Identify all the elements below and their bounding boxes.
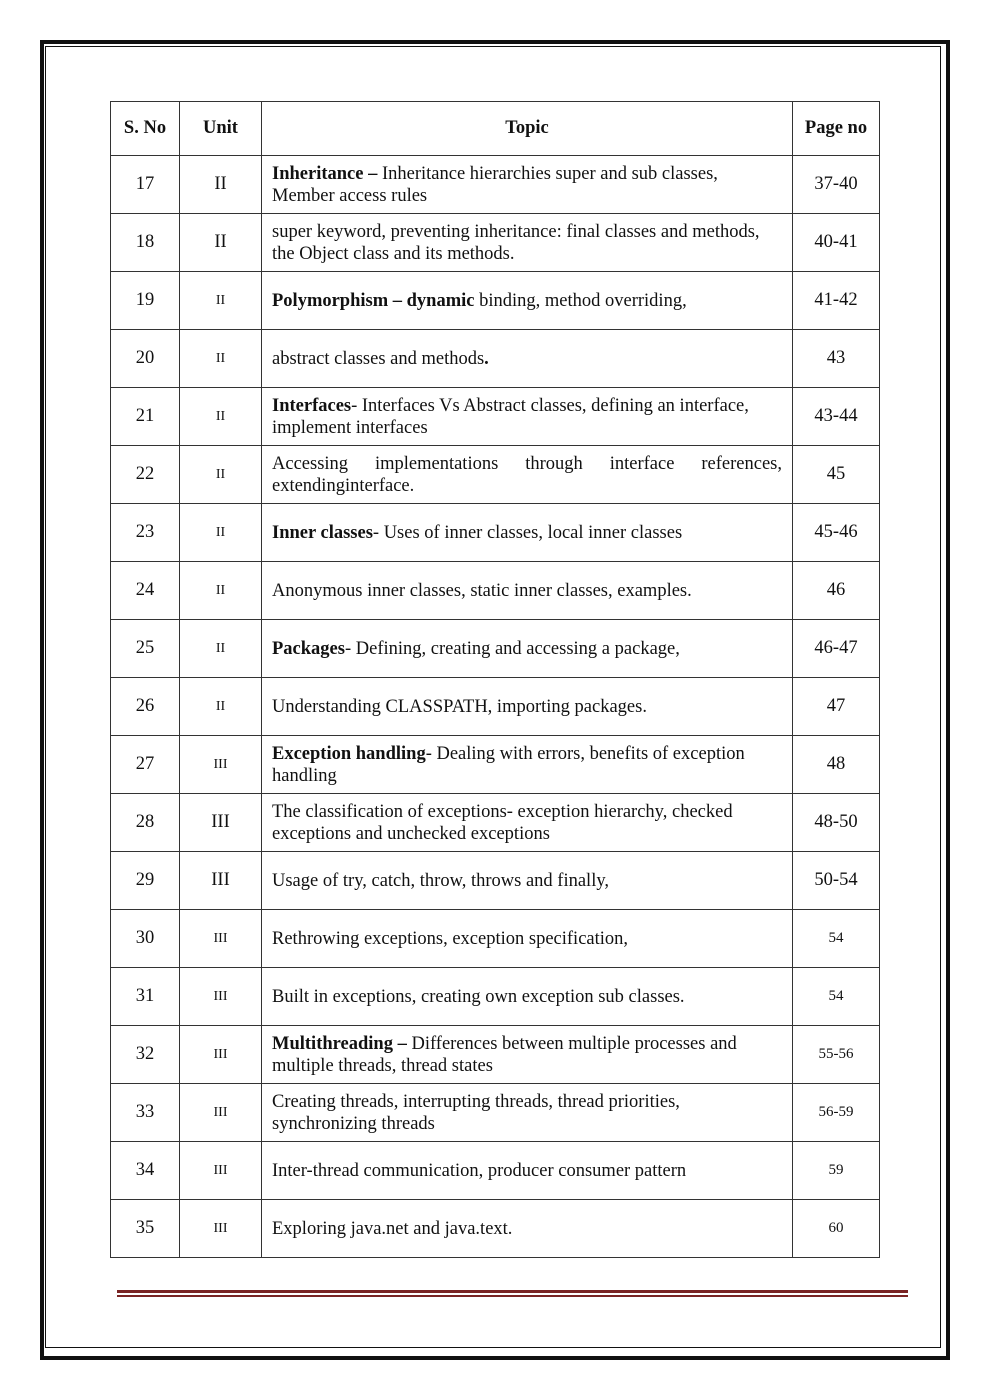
row-unit: II	[180, 678, 262, 736]
row-sno: 32	[111, 1026, 180, 1084]
row-unit: III	[180, 1200, 262, 1258]
row-sno: 27	[111, 736, 180, 794]
row-unit: II	[180, 214, 262, 272]
topic-text: Differences between multiple processes and multiple threads, thread states	[272, 1033, 737, 1076]
row-unit: III	[180, 1084, 262, 1142]
row-sno: 26	[111, 678, 180, 736]
table-row	[111, 678, 880, 736]
topic-keyword: Interfaces	[272, 395, 352, 416]
row-page: 50-54	[793, 852, 880, 910]
topic-keyword: Multithreading –	[272, 1033, 407, 1054]
row-unit: III	[180, 736, 262, 794]
table-row	[111, 156, 880, 214]
row-topic	[262, 562, 793, 620]
row-topic	[262, 504, 793, 562]
row-sno: 18	[111, 214, 180, 272]
row-topic	[262, 968, 793, 1026]
row-page: 47	[793, 678, 880, 736]
row-topic	[262, 852, 793, 910]
topic-tail: .	[484, 348, 489, 369]
row-topic	[262, 1200, 793, 1258]
table-row	[111, 1200, 880, 1258]
row-unit: II	[180, 272, 262, 330]
table-row	[111, 1084, 880, 1142]
table-row	[111, 1026, 880, 1084]
row-unit: III	[180, 852, 262, 910]
topic-text: binding, method overriding,	[474, 290, 687, 311]
row-topic	[262, 794, 793, 852]
row-page: 48	[793, 736, 880, 794]
row-page: 45	[793, 446, 880, 504]
row-topic	[262, 620, 793, 678]
row-sno: 19	[111, 272, 180, 330]
row-page: 37-40	[793, 156, 880, 214]
row-page: 48-50	[793, 794, 880, 852]
topic-keyword: Polymorphism – dynamic	[272, 290, 475, 311]
topic-text: Exploring java.net and java.text.	[272, 1218, 513, 1239]
topic-text: The classification of exceptions- exception hierarchy, checked exceptions and unchecked exceptions	[272, 801, 733, 844]
row-topic	[262, 446, 793, 504]
topic-keyword: Inner classes	[272, 522, 373, 543]
footer-rule-thin	[117, 1295, 908, 1297]
table-row	[111, 736, 880, 794]
row-sno: 25	[111, 620, 180, 678]
table-row	[111, 852, 880, 910]
row-sno: 28	[111, 794, 180, 852]
row-topic	[262, 388, 793, 446]
row-page: 45-46	[793, 504, 880, 562]
topic-text: - Defining, creating and accessing a package,	[344, 638, 680, 659]
contents-table	[110, 101, 880, 1258]
topic-text: Creating threads, interrupting threads, thread priorities, synchronizing threads	[272, 1091, 680, 1134]
table-row	[111, 968, 880, 1026]
header-sno: S. No	[111, 102, 180, 156]
row-unit: II	[180, 446, 262, 504]
row-page: 55-56	[793, 1026, 880, 1084]
table-row	[111, 214, 880, 272]
row-unit: II	[180, 388, 262, 446]
topic-keyword: Packages	[272, 638, 345, 659]
row-page: 54	[793, 968, 880, 1026]
row-unit: III	[180, 794, 262, 852]
row-unit: III	[180, 1142, 262, 1200]
topic-text: Understanding CLASSPATH, importing packages.	[272, 696, 647, 717]
row-topic	[262, 1084, 793, 1142]
row-topic	[262, 272, 793, 330]
topic-text: Accessing implementations through interface references, extendinginterface.	[272, 453, 782, 496]
row-topic	[262, 1142, 793, 1200]
header-topic: Topic	[262, 102, 793, 156]
row-topic	[262, 678, 793, 736]
row-unit: III	[180, 910, 262, 968]
row-topic	[262, 736, 793, 794]
row-unit: II	[180, 620, 262, 678]
header-row	[111, 102, 880, 156]
row-page: 56-59	[793, 1084, 880, 1142]
header-page: Page no	[793, 102, 880, 156]
row-page: 43	[793, 330, 880, 388]
table-row	[111, 794, 880, 852]
header-unit: Unit	[180, 102, 262, 156]
topic-text: abstract classes and methods	[272, 348, 485, 369]
row-sno: 30	[111, 910, 180, 968]
row-sno: 34	[111, 1142, 180, 1200]
row-unit: II	[180, 504, 262, 562]
topic-text: - Dealing with errors, benefits of exception handling	[272, 743, 745, 786]
topic-text: Built in exceptions, creating own exception sub classes.	[272, 986, 685, 1007]
footer-rule	[117, 1290, 908, 1293]
row-page: 46-47	[793, 620, 880, 678]
topic-text: Usage of try, catch, throw, throws and finally,	[272, 870, 610, 891]
table-row	[111, 620, 880, 678]
row-page: 59	[793, 1142, 880, 1200]
topic-text: Inter-thread communication, producer consumer pattern	[272, 1160, 687, 1181]
table-row	[111, 1142, 880, 1200]
row-unit: II	[180, 156, 262, 214]
row-page: 41-42	[793, 272, 880, 330]
table-row	[111, 330, 880, 388]
row-sno: 21	[111, 388, 180, 446]
topic-text: - Uses of inner classes, local inner classes	[372, 522, 683, 543]
row-topic	[262, 1026, 793, 1084]
topic-keyword: Inheritance –	[272, 163, 378, 184]
topic-keyword: Exception handling	[272, 743, 426, 764]
row-page: 60	[793, 1200, 880, 1258]
row-page: 54	[793, 910, 880, 968]
row-sno: 31	[111, 968, 180, 1026]
row-topic	[262, 910, 793, 968]
topic-text: - Interfaces Vs Abstract classes, defining an interface, implement interfaces	[272, 395, 749, 438]
topic-text: Anonymous inner classes, static inner classes, examples.	[272, 580, 692, 601]
row-topic	[262, 330, 793, 388]
row-page: 40-41	[793, 214, 880, 272]
topic-text: Inheritance hierarchies super and sub classes, Member access rules	[272, 163, 718, 206]
table-row	[111, 272, 880, 330]
row-sno: 23	[111, 504, 180, 562]
row-sno: 22	[111, 446, 180, 504]
row-page: 43-44	[793, 388, 880, 446]
table-row	[111, 446, 880, 504]
topic-text: Rethrowing exceptions, exception specification,	[272, 928, 629, 949]
topic-text: super keyword, preventing inheritance: final classes and methods, the Object class and its methods.	[272, 221, 760, 264]
row-sno: 35	[111, 1200, 180, 1258]
table-row	[111, 388, 880, 446]
row-unit: III	[180, 968, 262, 1026]
row-unit: II	[180, 562, 262, 620]
table-row	[111, 910, 880, 968]
row-sno: 29	[111, 852, 180, 910]
table-row	[111, 504, 880, 562]
row-topic	[262, 214, 793, 272]
row-page: 46	[793, 562, 880, 620]
row-unit: II	[180, 330, 262, 388]
row-sno: 20	[111, 330, 180, 388]
row-sno: 33	[111, 1084, 180, 1142]
row-topic	[262, 156, 793, 214]
row-unit: III	[180, 1026, 262, 1084]
table-row	[111, 562, 880, 620]
row-sno: 17	[111, 156, 180, 214]
row-sno: 24	[111, 562, 180, 620]
